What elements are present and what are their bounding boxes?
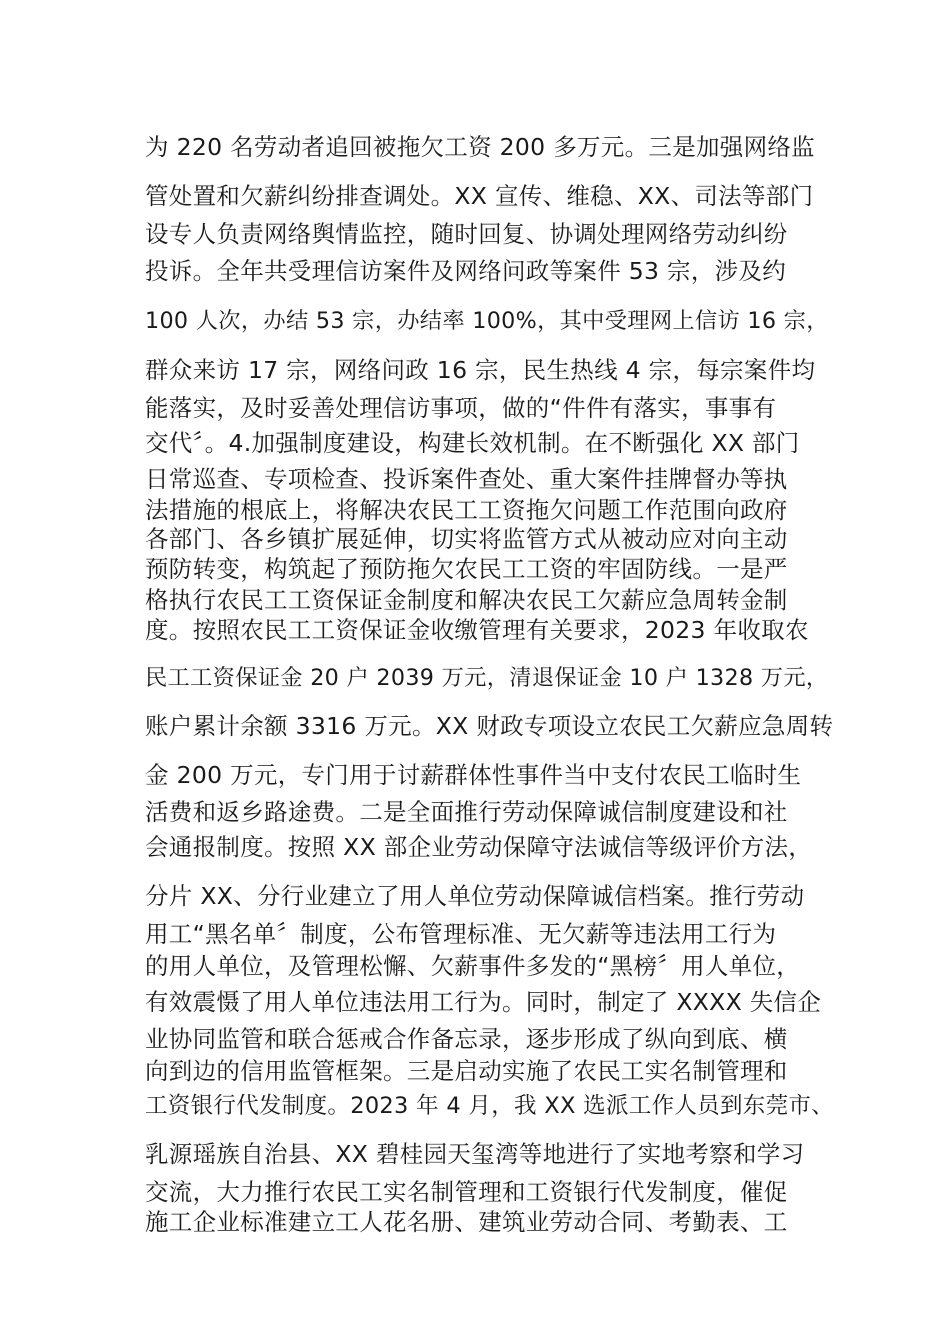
text-line: 交代〞。4.加强制度建设，构建长效机制。在不断强化 XX 部门 xyxy=(145,429,800,457)
text-line: 用工“黑名单〞制度，公布管理标准、无欠薪等违法用工行为 xyxy=(145,920,777,948)
text-line: 预防转变，构筑起了预防拖欠农民工工资的牢固防线。一是严 xyxy=(145,555,788,583)
text-line: 施工企业标准建立工人花名册、建筑业劳动合同、考勤表、工 xyxy=(145,1208,788,1236)
text-line: 交流，大力推行农民工实名制管理和工资银行代发制度，催促 xyxy=(145,1178,788,1206)
text-line: 民工工资保证金 20 户 2039 万元，清退保证金 10 户 1328 万元， xyxy=(145,665,829,691)
text-line: 100 人次，办结 53 宗，办结率 100%，其中受理网上信访 16 宗， xyxy=(145,308,829,334)
text-line: 的用人单位，及管理松懈、欠薪事件多发的“黑榜〞用人单位， xyxy=(145,952,801,980)
text-line: 格执行农民工工资保证金制度和解决农民工欠薪应急周转金制 xyxy=(145,586,788,614)
text-line: 活费和返乡路途费。二是全面推行劳动保障诚信制度建设和社 xyxy=(145,798,788,826)
text-line: 能落实，及时妥善处理信访事项，做的“件件有落实，事事有 xyxy=(145,394,777,422)
text-line: 账户累计余额 3316 万元。XX 财政专项设立农民工欠薪应急周转 xyxy=(145,712,834,740)
text-line: 为 220 名劳动者追回被拖欠工资 200 多万元。三是加强网络监 xyxy=(145,133,815,161)
text-line: 乳源瑶族自治县、XX 碧桂园天玺湾等地进行了实地考察和学习 xyxy=(145,1140,805,1168)
text-line: 业协同监管和联合惩戒合作备忘录，逐步形成了纵向到底、横 xyxy=(145,1025,788,1053)
text-line: 金 200 万元，专门用于讨薪群体性事件当中支付农民工临时生 xyxy=(145,761,802,789)
text-line: 分片 XX、分行业建立了用人单位劳动保障诚信档案。推行劳动 xyxy=(145,882,805,910)
text-line: 向到边的信用监管框架。三是启动实施了农民工实名制管理和 xyxy=(145,1057,788,1085)
text-line: 度。按照农民工工资保证金收缴管理有关要求，2023 年收取农 xyxy=(145,616,809,644)
text-line: 投诉。全年共受理信访案件及网络问政等案件 53 宗，涉及约 xyxy=(145,257,787,285)
text-line: 有效震慑了用人单位违法用工行为。同时，制定了 XXXX 失信企 xyxy=(145,988,822,1016)
text-line: 工资银行代发制度。2023 年 4 月，我 XX 选派工作人员到东莞市、 xyxy=(145,1093,834,1119)
text-line: 管处置和欠薪纠纷排查调处。XX 宣传、维稳、XX、司法等部门 xyxy=(145,182,814,210)
text-line: 会通报制度。按照 XX 部企业劳动保障守法诚信等级评价方法， xyxy=(145,833,813,861)
text-line: 法措施的根底上，将解决农民工工资拖欠问题工作范围向政府 xyxy=(145,496,788,524)
text-line: 日常巡查、专项检查、投诉案件查处、重大案件挂牌督办等执 xyxy=(145,465,788,493)
text-line: 各部门、各乡镇扩展延伸，切实将监管方式从被动应对向主动 xyxy=(145,525,788,553)
text-line: 群众来访 17 宗，网络问政 16 宗，民生热线 4 宗，每宗案件均 xyxy=(145,356,816,384)
text-line: 设专人负责网络舆情监控，随时回复、协调处理网络劳动纠纷 xyxy=(145,220,788,248)
